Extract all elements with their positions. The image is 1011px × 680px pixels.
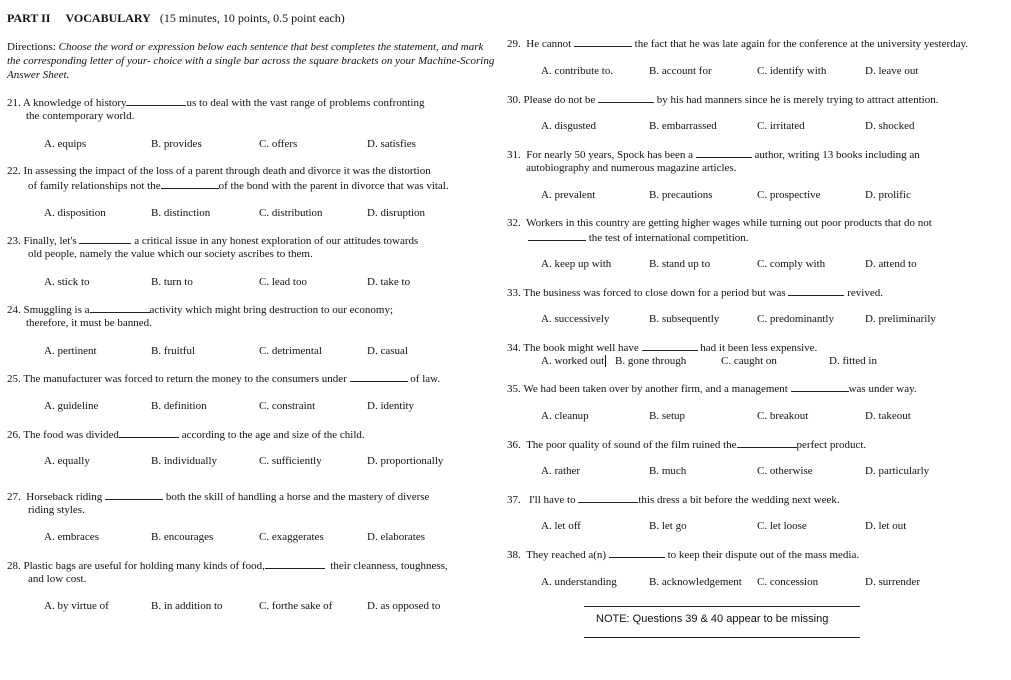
option-c[interactable]: C. constraint [259, 400, 316, 412]
section-label: VOCABULARY [65, 11, 151, 25]
question-text: The food was divided [23, 429, 119, 441]
question-text: according to the age and size of the child. [181, 429, 365, 441]
option-c[interactable]: C. irritated [757, 120, 805, 132]
answer-blank [265, 559, 325, 569]
question-26 [7, 428, 365, 442]
option-a[interactable]: A. embraces [44, 531, 99, 543]
option-b[interactable]: B. encourages [151, 531, 214, 543]
option-b[interactable]: B. stand up to [649, 258, 711, 270]
question-text: author, writing 13 books including an [754, 149, 920, 161]
answer-blank [161, 179, 219, 189]
question-text: activity which might bring destruction to our economy; [149, 304, 393, 316]
option-c[interactable]: C. distribution [259, 207, 323, 219]
text-cursor [605, 355, 606, 367]
question-text: Please do not be [523, 94, 596, 106]
option-c[interactable]: C. offers [259, 138, 298, 150]
option-b[interactable]: B. individually [151, 455, 217, 467]
option-c[interactable]: C. identify with [757, 65, 827, 77]
option-a[interactable]: A. prevalent [541, 189, 596, 201]
option-c[interactable]: C. predominantly [757, 313, 834, 325]
answer-blank [598, 93, 654, 103]
answer-blank [791, 382, 849, 392]
question-text: Finally, let's [23, 235, 77, 247]
option-a[interactable]: A. disposition [44, 207, 106, 219]
option-c[interactable]: C. exaggerates [259, 531, 324, 543]
question-28-line2: and low cost. [28, 573, 87, 585]
question-number: 29. [507, 38, 521, 50]
option-a[interactable]: A. guideline [44, 400, 99, 412]
option-b[interactable]: B. gone through [615, 355, 687, 367]
answer-blank [696, 148, 752, 158]
question-24-line2: therefore, it must be banned. [26, 317, 152, 329]
answer-blank [528, 231, 586, 241]
option-d[interactable]: D. disruption [367, 207, 426, 219]
option-a[interactable]: A. contribute to. [541, 65, 614, 77]
option-c[interactable]: C. caught on [721, 355, 777, 367]
question-23-line2: old people, namely the value which our society ascribes to them. [28, 248, 313, 260]
option-a[interactable]: A. understanding [541, 576, 617, 588]
option-b[interactable]: B. embarrassed [649, 120, 717, 132]
question-number: 25. [7, 373, 21, 385]
question-text: The poor quality of sound of the film ruined the [526, 439, 737, 451]
question-number: 28. [7, 560, 21, 572]
question-text: this dress a bit before the wedding next week. [638, 494, 840, 506]
option-d[interactable]: D. takeout [865, 410, 911, 422]
option-d[interactable]: D. attend to [865, 258, 917, 270]
option-b[interactable]: B. provides [151, 138, 202, 150]
question-21 [7, 96, 424, 110]
option-b[interactable]: B. in addition to [151, 600, 223, 612]
option-c[interactable]: C. concession [757, 576, 819, 588]
option-d[interactable]: D. prolific [865, 189, 911, 201]
question-24 [7, 303, 393, 317]
question-text: their cleanness, toughness, [330, 560, 448, 572]
option-b[interactable]: B. distinction [151, 207, 211, 219]
option-a-label: A. worked out [541, 355, 605, 367]
answer-blank [642, 341, 698, 351]
question-text: The book might well have [523, 342, 639, 354]
option-d[interactable]: D. satisfies [367, 138, 416, 150]
question-32 [507, 217, 932, 230]
option-c[interactable]: C. lead too [259, 276, 307, 288]
question-35 [507, 382, 917, 396]
option-b[interactable]: B. subsequently [649, 313, 720, 325]
question-22-line2 [28, 179, 449, 193]
option-b[interactable]: B. much [649, 465, 687, 477]
question-28 [7, 559, 448, 573]
question-text: A knowledge of history [22, 97, 127, 109]
option-b[interactable]: B. acknowledgement [649, 576, 742, 588]
directions-label: Directions: [7, 41, 56, 53]
option-a[interactable]: A. rather [541, 465, 581, 477]
question-text: was under way. [848, 383, 917, 395]
option-d[interactable]: D. casual [367, 345, 408, 357]
question-38 [507, 548, 859, 562]
option-d[interactable]: D. leave out [865, 65, 919, 77]
option-d[interactable]: D. take to [367, 276, 411, 288]
question-text: Plastic bags are useful for holding many kinds of food, [23, 560, 265, 572]
question-22 [7, 165, 431, 178]
option-b[interactable]: B. definition [151, 400, 207, 412]
option-d[interactable]: D. proportionally [367, 455, 444, 467]
option-d[interactable]: D. elaborates [367, 531, 426, 543]
answer-blank [788, 286, 844, 296]
question-text: Workers in this country are getting higher wages while turning out poor products that do not [526, 217, 932, 229]
question-text: perfect product. [796, 439, 867, 451]
question-27 [7, 490, 429, 504]
option-d[interactable]: D. let out [865, 520, 907, 532]
question-text: The manufacturer was forced to return the money to the consumers under [23, 373, 347, 385]
question-number: 23. [7, 235, 21, 247]
question-number: 30. [507, 94, 521, 106]
option-a[interactable]: A. successively [541, 313, 610, 325]
question-text: For nearly 50 years, Spock has been a [526, 149, 694, 161]
question-32-line2 [528, 231, 749, 245]
question-number: 32. [507, 217, 521, 229]
option-c[interactable]: C. let loose [757, 520, 807, 532]
answer-blank [126, 96, 186, 106]
option-b[interactable]: B. account for [649, 65, 712, 77]
answer-blank [737, 438, 797, 448]
question-number: 35. [507, 383, 521, 395]
part-label: PART II [7, 11, 51, 25]
option-c[interactable]: C. detrimental [259, 345, 322, 357]
question-text: by his had manners since he is merely trying to attract attention. [656, 94, 939, 106]
question-number: 38. [507, 549, 521, 561]
question-36 [507, 438, 866, 452]
option-b[interactable]: B. let go [649, 520, 687, 532]
option-d[interactable]: D. fitted in [829, 355, 877, 367]
directions [7, 40, 497, 82]
question-number: 27. [7, 491, 21, 503]
answer-blank [578, 493, 638, 503]
option-b[interactable]: B. fruitful [151, 345, 195, 357]
question-text: to keep their dispute out of the mass media. [667, 549, 860, 561]
option-a[interactable]: A. cleanup [541, 410, 589, 422]
question-number: 33. [507, 287, 521, 299]
question-number: 31. [507, 149, 521, 161]
question-text: both the skill of handling a horse and the mastery of diverse [165, 491, 430, 503]
section-title [7, 11, 345, 26]
question-number: 21. [7, 97, 21, 109]
question-text: the test of international competition. [588, 232, 749, 244]
question-31-line2: autobiography and numerous magazine articles. [526, 162, 737, 174]
question-27-line2: riding styles. [28, 504, 85, 516]
option-c[interactable]: C. prospective [757, 189, 821, 201]
option-c[interactable]: C. comply with [757, 258, 826, 270]
question-number: 24. [7, 304, 21, 316]
question-number: 34. [507, 342, 521, 354]
question-text: We had been taken over by another firm, and a management [523, 383, 788, 395]
question-31 [507, 148, 920, 162]
question-text: us to deal with the vast range of problems confronting [186, 97, 425, 109]
option-c[interactable]: C. sufficiently [259, 455, 322, 467]
answer-blank [79, 234, 131, 244]
option-d[interactable]: D. particularly [865, 465, 930, 477]
option-b[interactable]: B. setup [649, 410, 686, 422]
question-text: revived. [847, 287, 883, 299]
answer-blank [90, 303, 150, 313]
directions-text: Choose the word or expression below each sentence that best completes the statement, and mark the corresponding letter of your- choice with a single bar across the square brackets on your Machine-Scoring Answer Sheet. [7, 41, 495, 81]
question-number: 36. [507, 439, 521, 451]
question-text: I'll have to [529, 494, 576, 506]
question-text: the fact that he was late again for the conference at the university yesterday. [634, 38, 969, 50]
question-37 [507, 493, 840, 507]
missing-questions-note: NOTE: Questions 39 & 40 appear to be missing [596, 613, 829, 625]
question-25 [7, 372, 440, 386]
question-text: a critical issue in any honest exploration of our attitudes towards [134, 235, 419, 247]
note-top-rule [584, 606, 860, 607]
answer-blank [105, 490, 163, 500]
option-c[interactable]: C. breakout [757, 410, 809, 422]
option-d[interactable]: D. shocked [865, 120, 915, 132]
option-a[interactable]: A. keep up with [541, 258, 612, 270]
option-a[interactable]: A. by virtue of [44, 600, 109, 612]
option-d[interactable]: D. surrender [865, 576, 920, 588]
answer-blank [574, 37, 632, 47]
option-b[interactable]: B. turn to [151, 276, 193, 288]
option-a[interactable]: A. disgusted [541, 120, 596, 132]
question-text: In assessing the impact of the loss of a parent through death and divorce it was the distortion [23, 165, 431, 177]
option-d[interactable]: D. preliminarily [865, 313, 936, 325]
question-34 [507, 341, 817, 355]
question-text: of the bond with the parent in divorce that was vital. [218, 180, 449, 192]
question-text: had it been less expensive. [700, 342, 818, 354]
question-text: Horseback riding [26, 491, 103, 503]
question-text: of law. [410, 373, 441, 385]
option-a[interactable]: A. stick to [44, 276, 90, 288]
option-a[interactable] [541, 355, 607, 367]
question-33 [507, 286, 883, 300]
question-21-line2: the contemporary world. [26, 110, 135, 122]
question-number: 22. [7, 165, 21, 177]
question-text: Smuggling is a [23, 304, 90, 316]
question-text: of family relationships not the [28, 180, 161, 192]
question-23 [7, 234, 418, 248]
option-d[interactable]: D. as opposed to [367, 600, 441, 612]
option-a[interactable]: A. equally [44, 455, 90, 467]
option-c[interactable]: C. forthe sake of [259, 600, 333, 612]
question-text: They reached a(n) [526, 549, 607, 561]
note-bottom-rule [584, 637, 860, 638]
question-29 [507, 37, 968, 51]
answer-blank [350, 372, 408, 382]
question-number: 26. [7, 429, 21, 441]
answer-blank [609, 548, 665, 558]
option-b[interactable]: B. precautions [649, 189, 713, 201]
question-text: He cannot [526, 38, 572, 50]
option-d[interactable]: D. identity [367, 400, 415, 412]
question-number: 37. [507, 494, 521, 506]
option-c[interactable]: C. otherwise [757, 465, 813, 477]
answer-blank [119, 428, 179, 438]
question-30 [507, 93, 938, 107]
option-a[interactable]: A. equips [44, 138, 87, 150]
option-a[interactable]: A. let off [541, 520, 581, 532]
option-a[interactable]: A. pertinent [44, 345, 97, 357]
question-text: The business was forced to close down for a period but was [523, 287, 786, 299]
section-info: (15 minutes, 10 points, 0.5 point each) [159, 11, 345, 25]
